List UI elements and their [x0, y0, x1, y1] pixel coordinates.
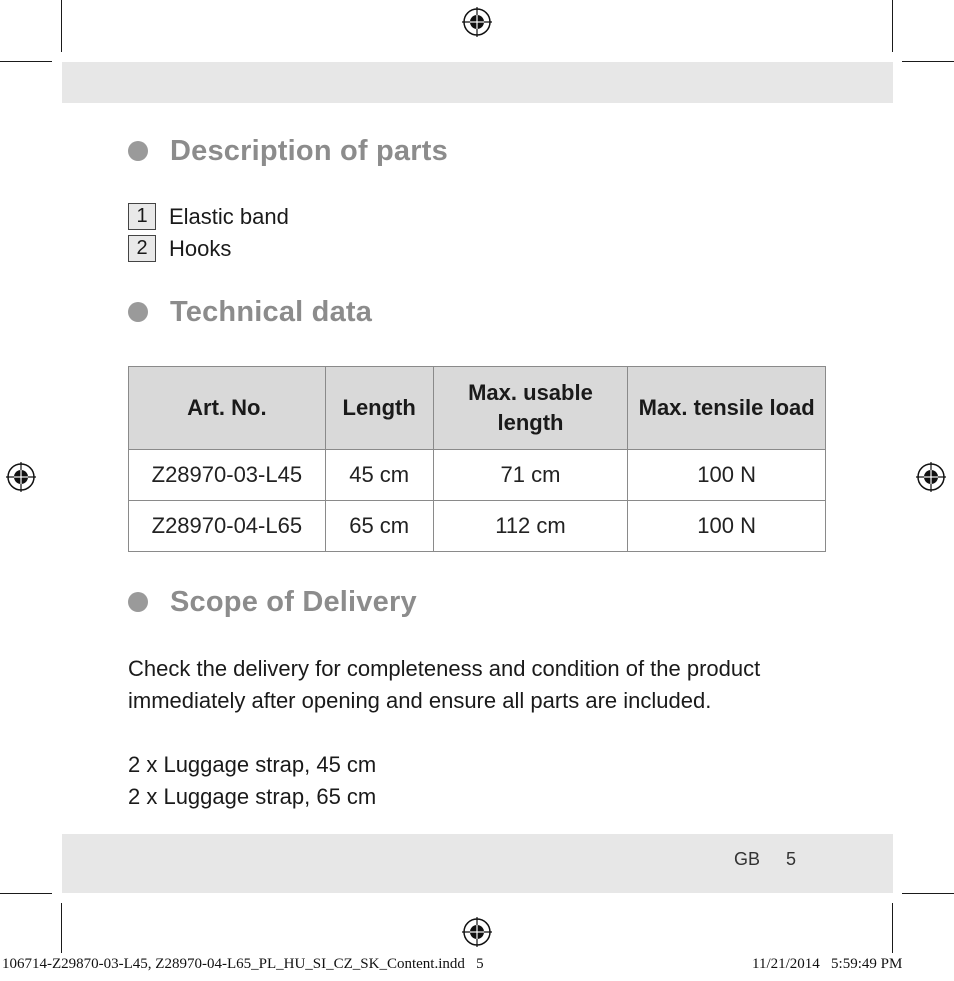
bullet-icon [128, 592, 148, 612]
crop-mark-bottom-right-v [892, 903, 893, 953]
table-cell: 112 cm [433, 501, 628, 552]
part-item [128, 203, 289, 230]
footer-band [62, 834, 893, 893]
paragraph-line: immediately after opening and ensure all parts are included. [128, 688, 712, 713]
bullet-icon [128, 141, 148, 161]
table-row [129, 501, 826, 552]
table-header-row [129, 367, 826, 450]
crop-mark-bottom-right-h [902, 893, 954, 894]
crop-mark-bottom-left-v [61, 903, 62, 953]
delivery-item: 2 x Luggage strap, 65 cm [128, 784, 377, 809]
table-cell: Z28970-04-L65 [129, 501, 326, 552]
registration-mark-top-icon [462, 7, 492, 37]
table-cell: 71 cm [433, 450, 628, 501]
crop-mark-top-left-h [0, 61, 52, 62]
table-row [129, 450, 826, 501]
table-header-cell: Max. tensile load [628, 367, 826, 450]
crop-mark-bottom-left-h [0, 893, 52, 894]
delivery-paragraph [128, 653, 828, 717]
print-slug-file: 106714-Z29870-03-L45, Z28970-04-L65_PL_HU_SI_CZ_SK_Content.indd 5 [2, 956, 484, 972]
registration-mark-left-icon [6, 462, 36, 492]
section-title: Technical data [170, 295, 373, 328]
table-header-cell: Max. usable length [433, 367, 628, 450]
table-cell: 65 cm [325, 501, 433, 552]
section-heading-delivery [128, 584, 417, 620]
delivery-items [128, 749, 828, 813]
registration-mark-bottom-icon [462, 917, 492, 947]
delivery-item: 2 x Luggage strap, 45 cm [128, 752, 377, 777]
language-code: GB [734, 849, 761, 869]
crop-mark-top-right-h [902, 61, 954, 62]
section-title: Scope of Delivery [170, 585, 417, 618]
section-heading-technical [128, 294, 372, 330]
technical-data-table [128, 366, 826, 552]
part-label: Elastic band [169, 203, 289, 229]
section-title: Description of parts [170, 134, 448, 167]
table-cell: 45 cm [325, 450, 433, 501]
table-header-cell: Art. No. [129, 367, 326, 450]
table-cell: 100 N [628, 501, 826, 552]
part-number: 1 [128, 203, 156, 230]
header-band [62, 62, 893, 103]
paragraph-line: Check the delivery for completeness and condition of the product [128, 656, 761, 681]
print-slug-date: 11/21/2014 5:59:49 PM [752, 956, 903, 972]
table-cell: 100 N [628, 450, 826, 501]
table-cell: Z28970-03-L45 [129, 450, 326, 501]
crop-mark-top-left-v [61, 0, 62, 52]
registration-mark-right-icon [916, 462, 946, 492]
part-label: Hooks [169, 235, 232, 261]
table-header-cell: Length [325, 367, 433, 450]
section-heading-parts [128, 133, 448, 169]
page-number: 5 [786, 849, 797, 869]
part-item [128, 235, 231, 262]
part-number: 2 [128, 235, 156, 262]
bullet-icon [128, 302, 148, 322]
crop-mark-top-right-v [892, 0, 893, 52]
